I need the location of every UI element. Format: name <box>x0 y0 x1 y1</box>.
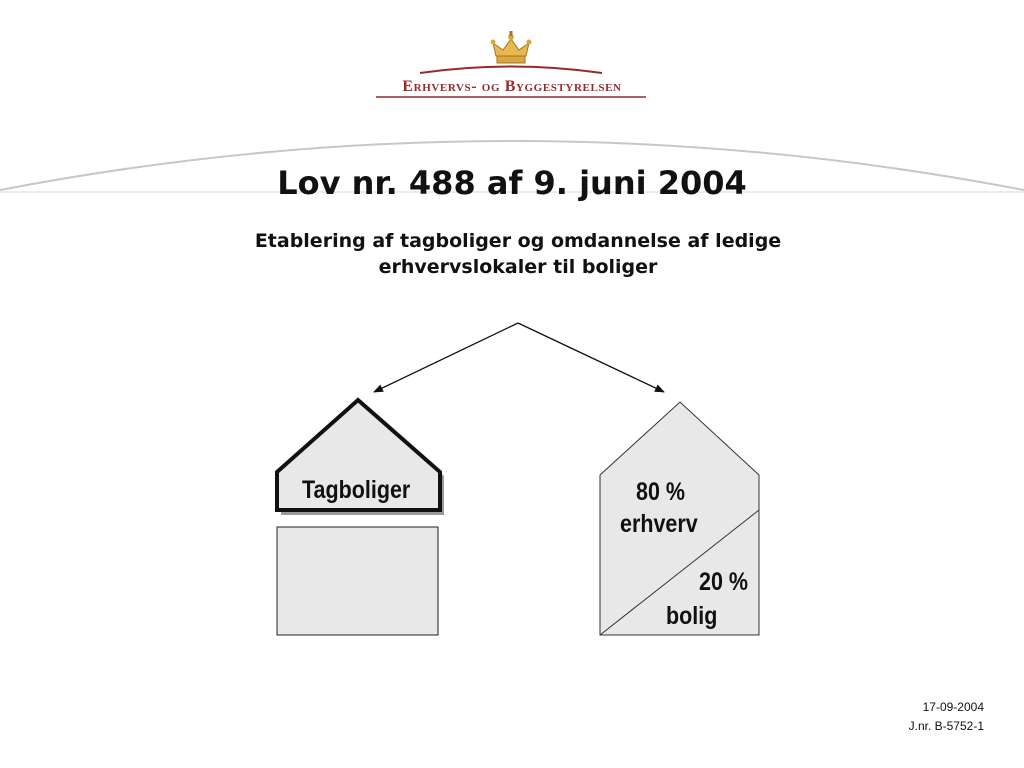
crown-logo <box>491 31 532 63</box>
left-house <box>277 400 444 635</box>
footer-journal-number: J.nr. B-5752-1 <box>908 719 984 733</box>
footer <box>909 698 984 736</box>
bolig-percent: 20 % <box>699 568 749 596</box>
left-house-body <box>277 527 438 635</box>
page-title: Lov nr. 488 af 9. juni 2004 <box>277 164 747 202</box>
brand-arc <box>420 67 602 74</box>
erhverv-label: erhverv <box>620 510 698 538</box>
erhverv-percent: 80 % <box>636 478 686 506</box>
arrow-right <box>518 323 664 392</box>
arrow-left <box>374 323 518 392</box>
bolig-label: bolig <box>666 602 718 630</box>
brand-name: Erhvervs- og Byggestyrelsen <box>402 78 622 95</box>
tagboliger-label: Tagboliger <box>302 476 411 504</box>
page-subtitle: Etablering af tagboliger og omdannelse af ledige erhvervslokaler til boliger <box>254 230 782 278</box>
footer-date: 17-09-2004 <box>922 700 984 714</box>
